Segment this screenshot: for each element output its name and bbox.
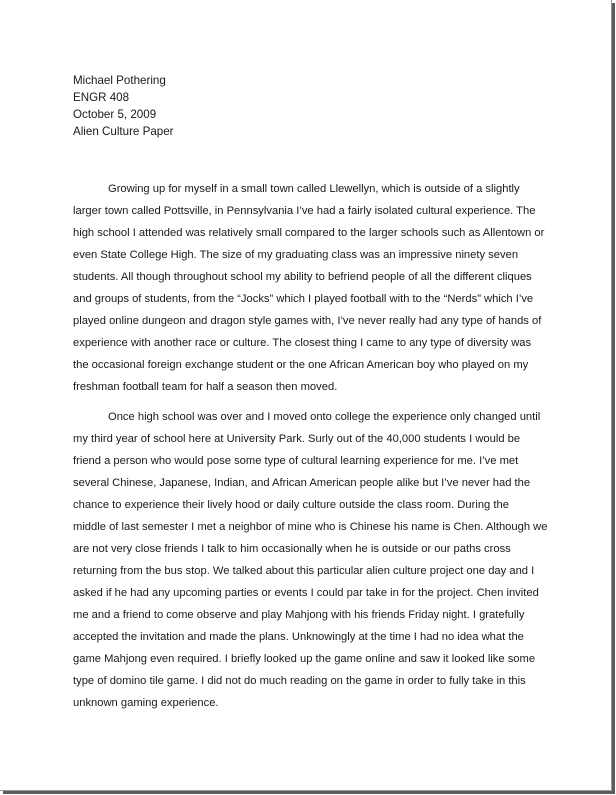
paragraph-line: students. All though throughout school my ability to befriend people of all the different cliques <box>73 271 532 283</box>
paragraph-line: even State College High. The size of my graduating class was an impressive ninety seven <box>73 249 519 261</box>
paragraph-line: game Mahjong even required. I briefly looked up the game online and saw it looked like some <box>73 653 536 665</box>
author-name: Michael Pothering <box>73 74 166 87</box>
paragraph-line: middle of last semester I met a neighbor of mine who is Chinese his name is Chen. Although we <box>73 521 548 533</box>
document-header <box>73 72 174 140</box>
document-title: Alien Culture Paper <box>73 125 174 138</box>
paragraph-line: accepted the invitation and made the plans. Unknowingly at the time I had no idea what the <box>73 631 524 643</box>
paragraph-line: Growing up for myself in a small town called Llewellyn, which is outside of a slightly <box>108 183 520 195</box>
paragraph-2 <box>73 406 548 714</box>
paragraph-line: my third year of school here at University Park. Surly out of the 40,000 students I would be <box>73 433 521 445</box>
paragraph-line: experience with another race or culture. The closest thing I came to any type of diversity was <box>73 337 532 349</box>
paragraph-1 <box>73 178 545 398</box>
paragraph-line: high school I attended was relatively small compared to the larger schools such as Allentown or <box>73 227 545 239</box>
paragraph-line: type of domino tile game. I did not do much reading on the game in order to fully take in this <box>73 675 526 687</box>
paragraph-line: asked if he had any upcoming parties or events I could par take in for the project. Chen invited <box>73 587 539 599</box>
course-code: ENGR 408 <box>73 91 130 104</box>
paragraph-line: chance to experience their lively hood or daily culture outside the class room. During the <box>73 499 509 511</box>
paragraph-line: the occasional foreign exchange student or the one African American boy who played on my <box>73 359 529 371</box>
paragraph-line: friend a person who would pose some type of cultural learning experience for me. I’ve met <box>73 455 519 467</box>
paragraph-line: played online dungeon and dragon style games with, I’ve never really had any type of hands of <box>73 315 542 327</box>
paragraph-line: several Chinese, Japanese, Indian, and African American people alike but I’ve never had the <box>73 477 531 489</box>
paragraph-line: freshman football team for half a season then moved. <box>73 381 338 393</box>
paragraph-line: me and a friend to come observe and play Mahjong with his friends Friday night. I gratefully <box>73 609 525 621</box>
paragraph-line: are not very close friends I talk to him occasionally when he is outside or our paths cross <box>73 543 511 555</box>
paragraph-line: and groups of students, from the “Jocks” which I played football with to the “Nerds” which I’ve <box>73 293 534 305</box>
paragraph-line: returning from the bus stop. We talked about this particular alien culture project one day and I <box>73 565 535 577</box>
paragraph-line: larger town called Pottsville, in Pennsylvania I’ve had a fairly isolated cultural experience. The <box>73 205 536 217</box>
document-date: October 5, 2009 <box>73 108 157 121</box>
paragraph-line: unknown gaming experience. <box>73 697 219 709</box>
paragraph-line: Once high school was over and I moved onto college the experience only changed until <box>108 411 541 423</box>
